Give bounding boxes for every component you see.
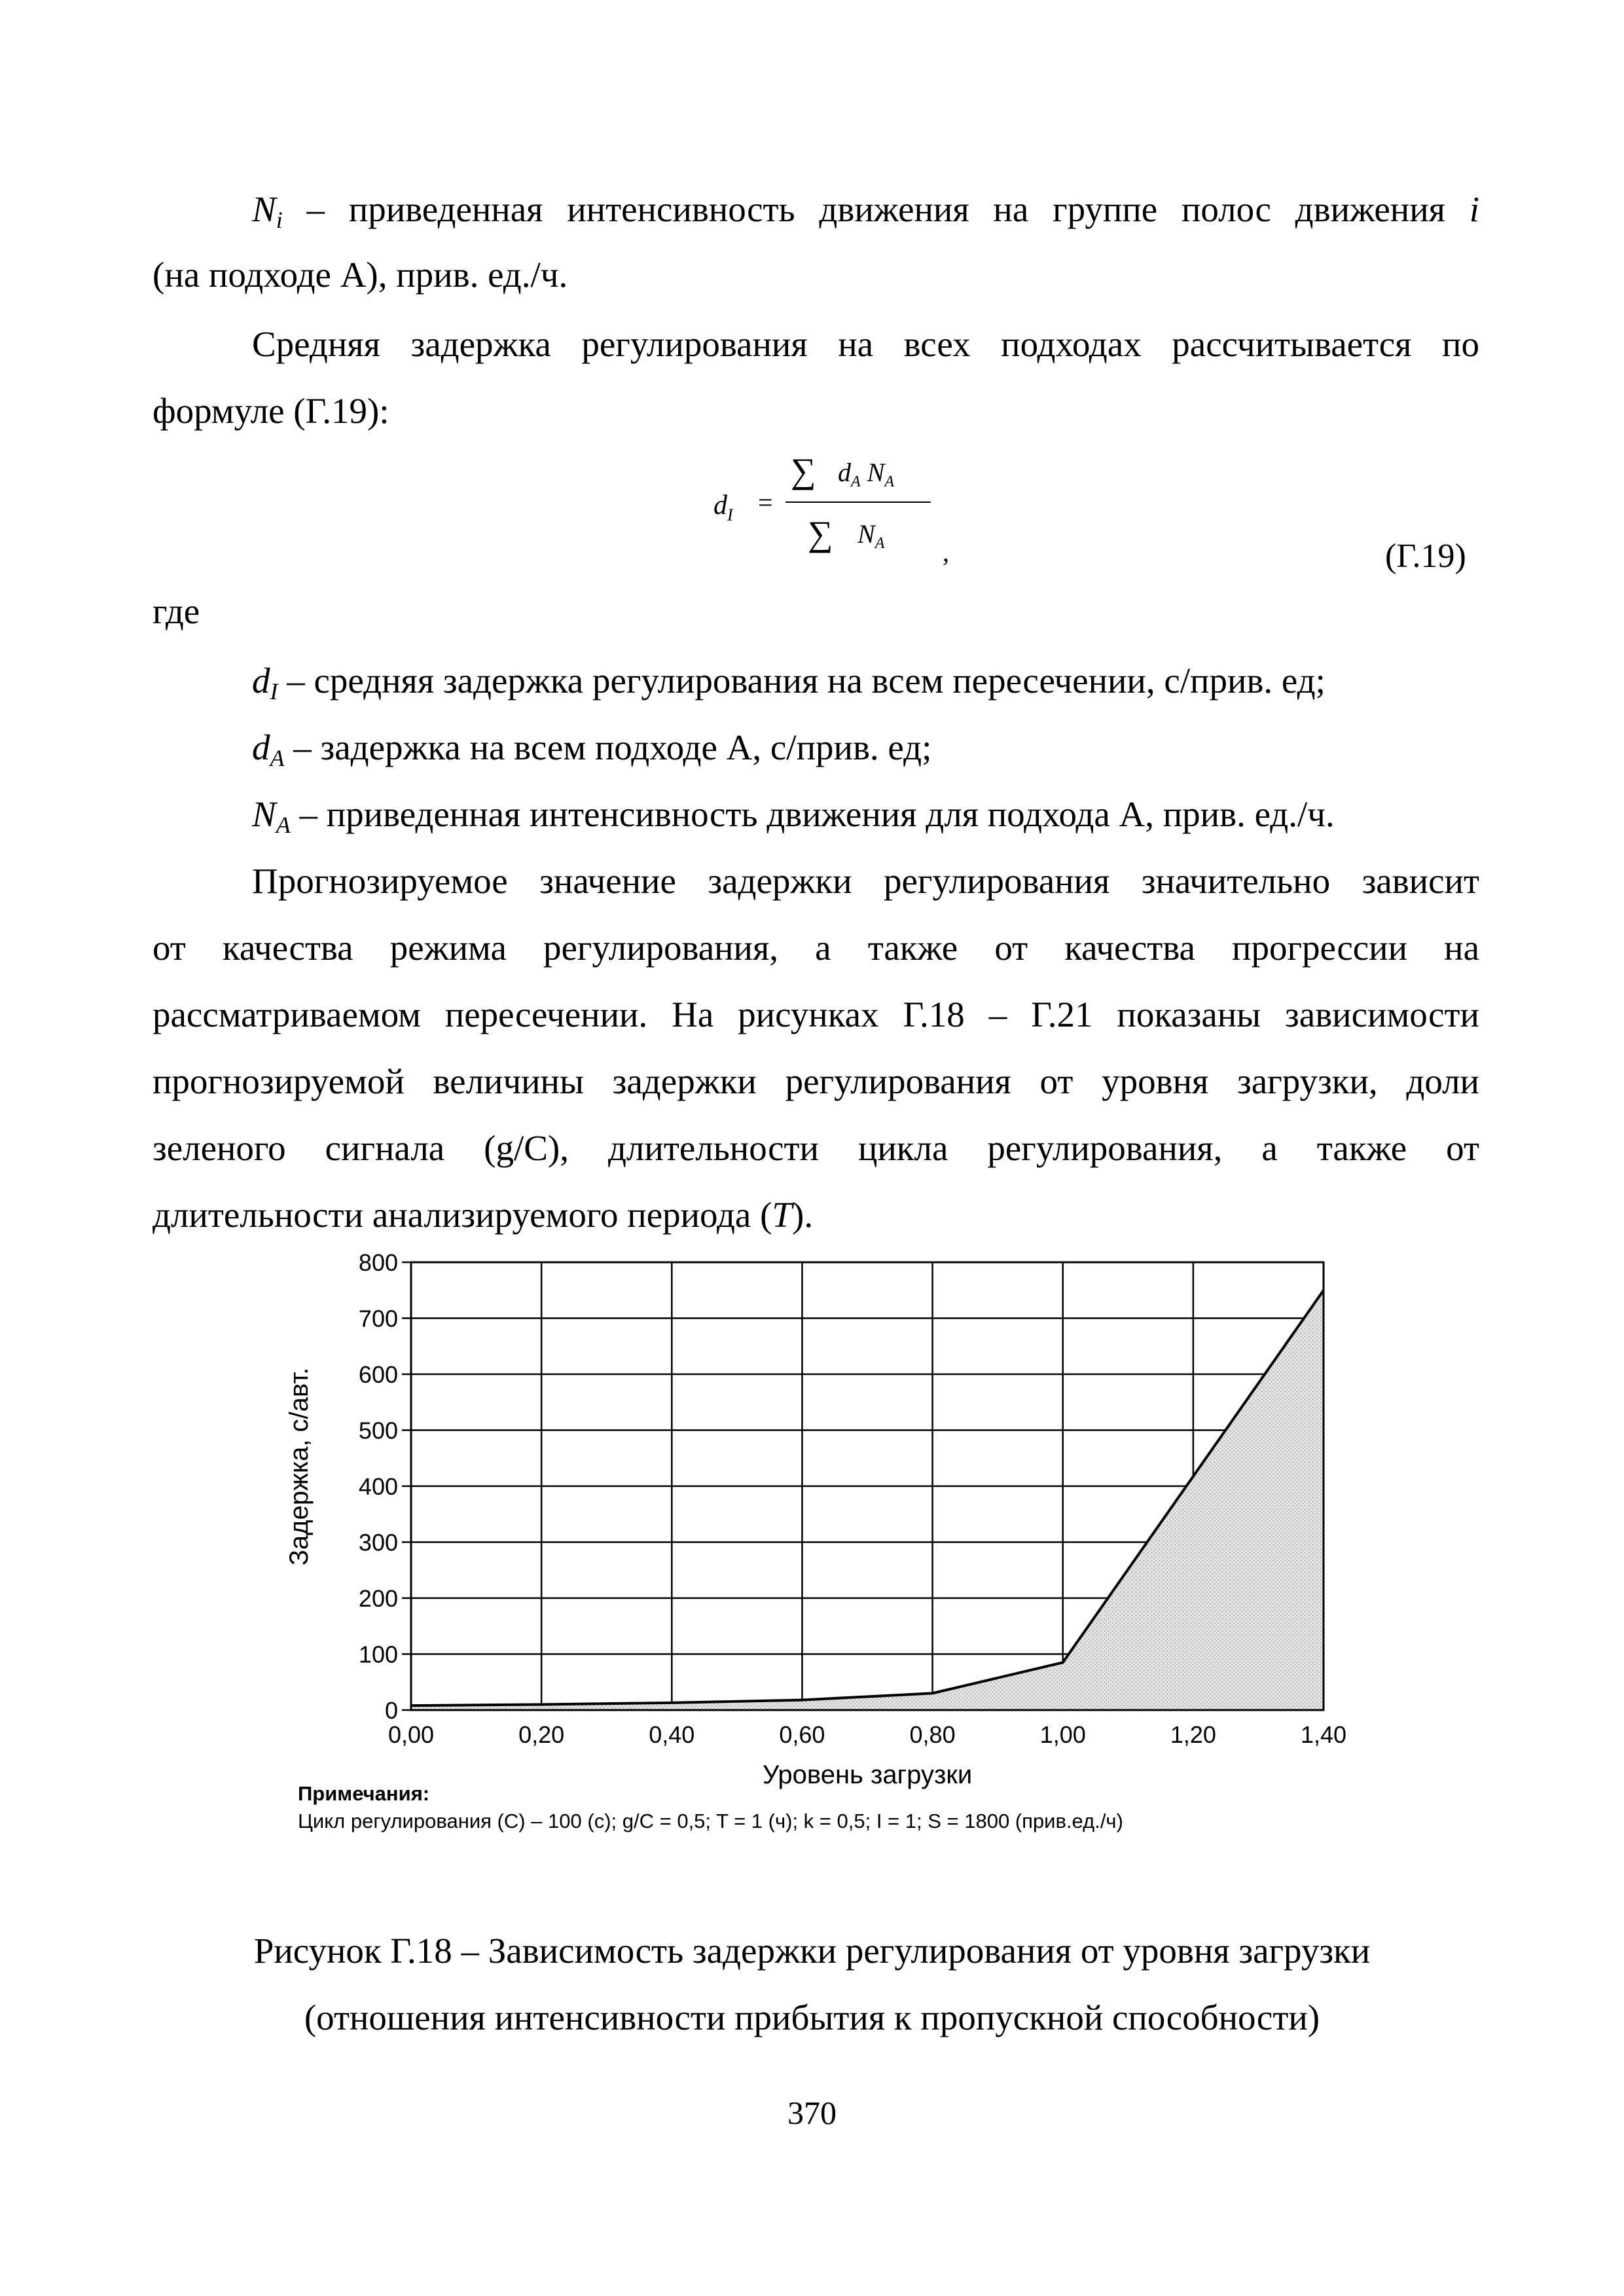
formula-equals: = (758, 488, 773, 517)
notes-title: Примечания: (298, 1782, 430, 1805)
y-tick-label: 200 (358, 1585, 398, 1612)
x-tick-label: 1,00 (1039, 1721, 1086, 1748)
equation-number: (Г.19) (1385, 538, 1466, 575)
x-tick-labels (388, 1721, 1346, 1748)
paragraph-forecast-line3: рассматриваемом пересечении. На рисунках Г.18 – Г.21 показаны зависимости (153, 994, 1479, 1034)
sigma-numerator: ∑ (791, 451, 816, 490)
y-axis-label: Задержка, с/авт. (285, 1367, 314, 1566)
paragraph-forecast-line2: от качества режима регулирования, а также от качества прогрессии на (153, 928, 1479, 968)
y-tick-label: 300 (358, 1529, 398, 1556)
paragraph-formula-intro-line1: Средняя задержка регулирования на всех подходах рассчитывается по (252, 324, 1479, 364)
y-tick-label: 400 (358, 1473, 398, 1500)
delay-area (411, 1290, 1324, 1710)
formula-lhs: $d_I$ (713, 490, 733, 524)
formula-comma: , (943, 538, 949, 567)
page-number: 370 (787, 2094, 837, 2131)
definition-da: $d_A$ – задержка на всем подходе А, с/прив. ед; (252, 727, 932, 771)
paragraph-ni-line1: $N_i$ – приведенная интенсивность движения на группе полос движения i (252, 189, 1479, 233)
symbol-ni: $N_i$ (252, 189, 283, 233)
paragraph-forecast-line6: длительности анализируемого периода (T). (153, 1195, 814, 1235)
x-tick-label: 0,20 (518, 1721, 565, 1748)
y-tick-labels (359, 1249, 398, 1724)
notes-text: Цикл регулирования (C) – 100 (с); g/C = 0,5; T = 1 (ч); k = 0,5; I = 1; S = 1800 (прив.ед./ч) (298, 1810, 1123, 1832)
y-tick-label: 0 (384, 1697, 398, 1724)
paragraph-forecast-line4: прогнозируемой величины задержки регулирования от уровня загрузки, доли (153, 1061, 1479, 1101)
y-tick-label: 800 (358, 1249, 398, 1276)
x-tick-label: 0,00 (388, 1721, 435, 1748)
x-tick-label: 1,40 (1300, 1721, 1347, 1748)
paragraph-formula-intro-line2: формуле (Г.19): (153, 391, 389, 431)
y-tick-label: 100 (358, 1641, 398, 1668)
paragraph-ni-line2: (на подходе А), прив. ед./ч. (153, 255, 568, 295)
formula-denominator: $N_A$ (857, 519, 885, 552)
paragraph-forecast-line5: зеленого сигнала (g/C), длительности цикла регулирования, а также от (153, 1128, 1479, 1168)
y-tick-label: 600 (358, 1361, 398, 1388)
figure-caption-line1: Рисунок Г.18 – Зависимость задержки регулирования от уровня загрузки (253, 1931, 1371, 1971)
paragraph-forecast-line1: Прогнозируемое значение задержки регулирования значительно зависит (252, 861, 1479, 901)
x-axis-label: Уровень загрузки (762, 1760, 973, 1789)
definition-na: $N_A$ – приведенная интенсивность движения для подхода А, прив. ед./ч. (252, 794, 1335, 838)
definition-di: $d_I$ – средняя задержка регулирования на всем пересечении, с/прив. ед; (252, 661, 1326, 704)
sigma-denominator: ∑ (808, 514, 833, 553)
where-label: где (153, 591, 200, 631)
y-tick-label: 700 (358, 1305, 398, 1332)
formula-numerator: $d_A$ $N_A$ (838, 458, 895, 490)
x-tick-label: 0,40 (649, 1721, 695, 1748)
x-tick-label: 0,80 (909, 1721, 956, 1748)
y-tick-label: 500 (358, 1417, 398, 1444)
figure-caption-line2: (отношения интенсивности прибытия к пропускной способности) (304, 1997, 1320, 2037)
x-tick-label: 0,60 (779, 1721, 825, 1748)
x-tick-label: 1,20 (1170, 1721, 1216, 1748)
